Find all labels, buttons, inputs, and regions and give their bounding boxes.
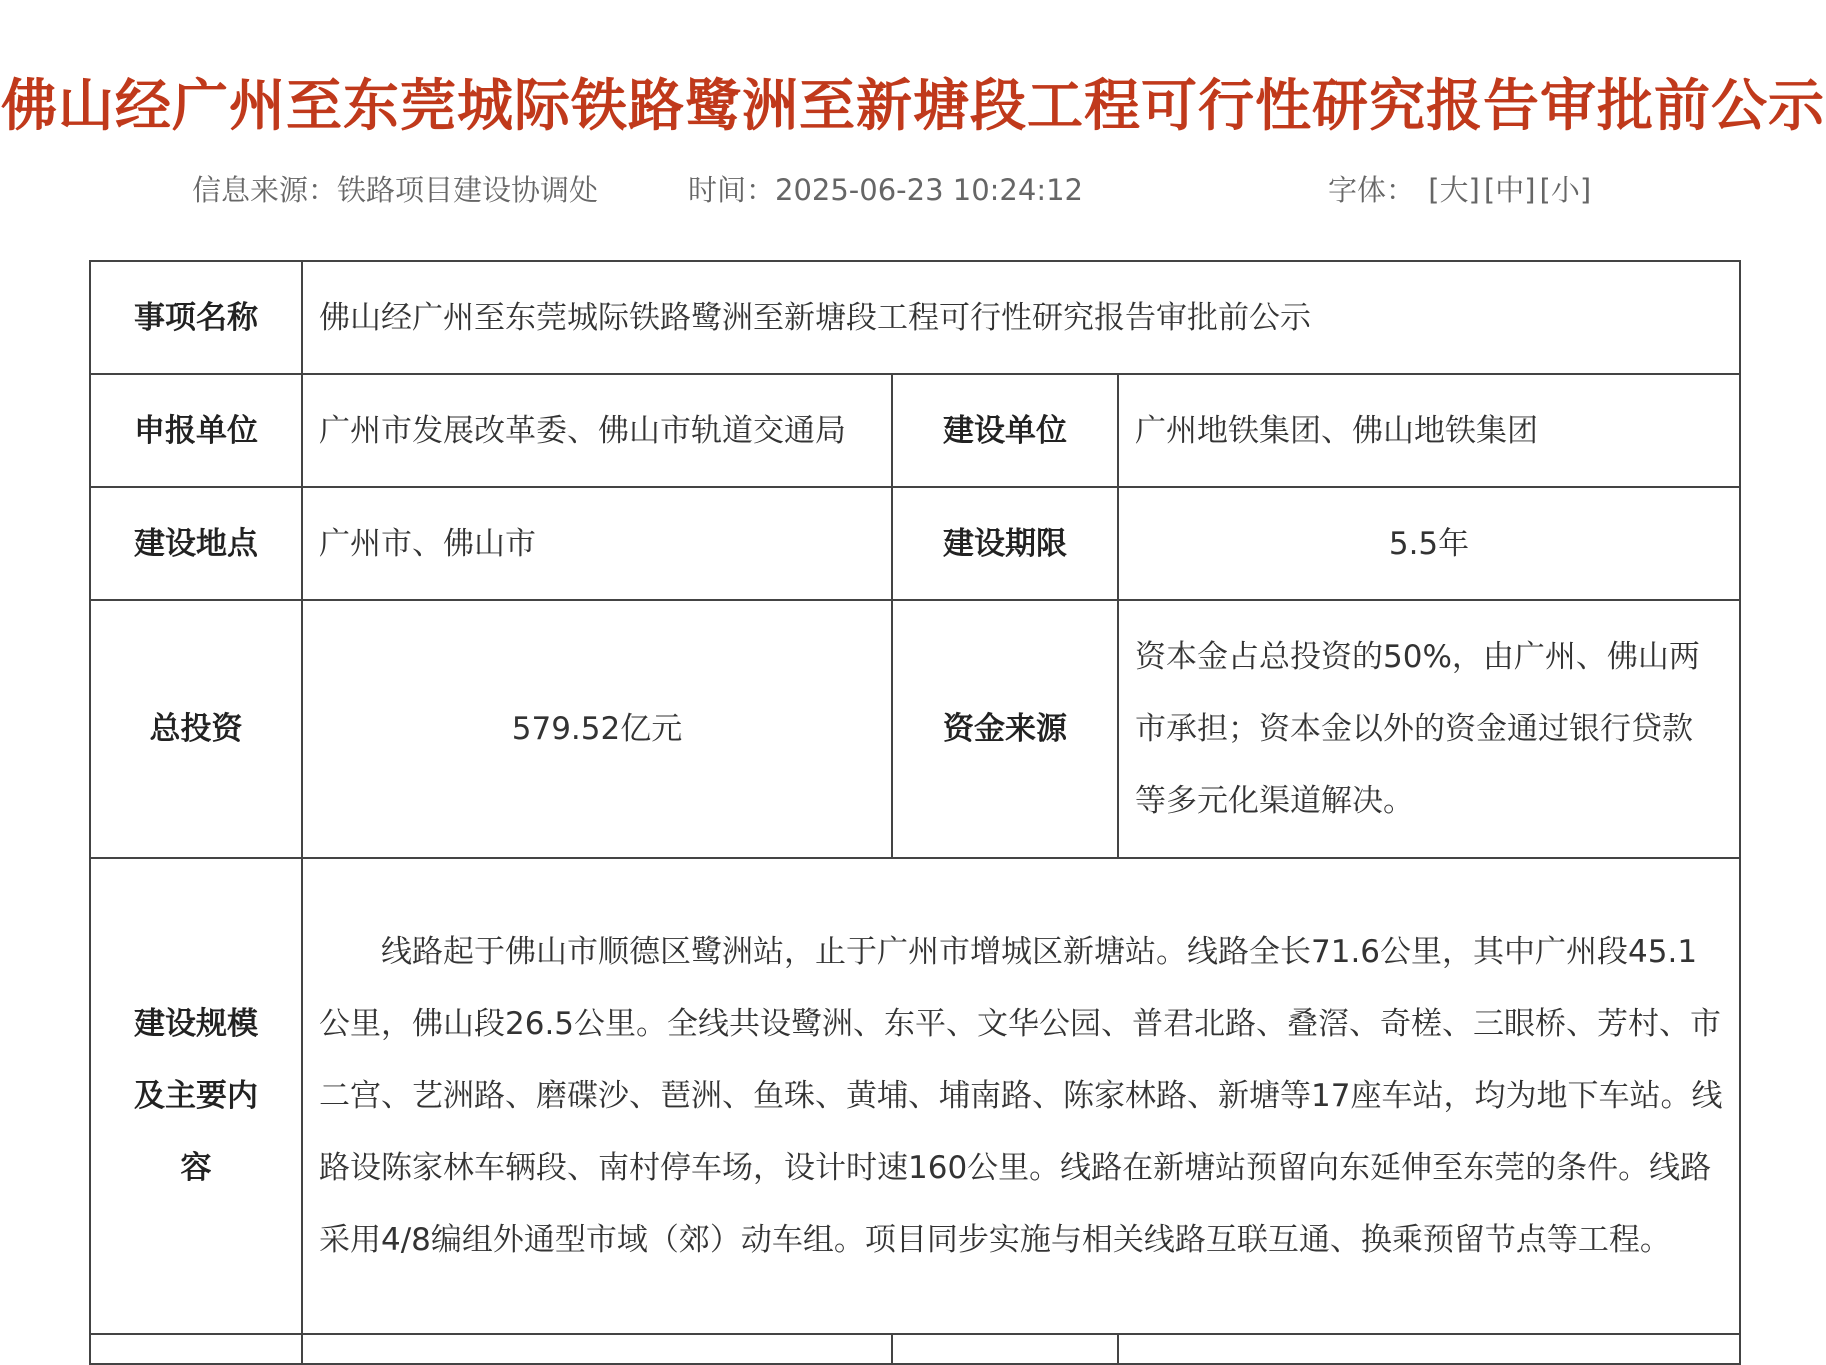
- location-label: 建设地点: [90, 487, 302, 600]
- table-row: [90, 261, 1740, 374]
- partial-cell: [892, 1334, 1118, 1364]
- investment-value: 579.52亿元: [302, 600, 892, 858]
- funding-label: 资金来源: [892, 600, 1118, 858]
- font-size-small-link[interactable]: [小]: [1539, 173, 1592, 207]
- project-info-table: [89, 260, 1741, 1365]
- applicant-value: 广州市发展改革委、佛山市轨道交通局: [302, 374, 892, 487]
- builder-value: 广州地铁集团、佛山地铁集团: [1118, 374, 1740, 487]
- period-label: 建设期限: [892, 487, 1118, 600]
- partial-cell: [90, 1334, 302, 1364]
- funding-value: 资本金占总投资的50%，由广州、佛山两市承担；资本金以外的资金通过银行贷款等多元化渠道解决。: [1118, 600, 1740, 858]
- font-size-medium-link[interactable]: [中]: [1483, 173, 1536, 207]
- item-name-label: 事项名称: [90, 261, 302, 374]
- partial-cell: [302, 1334, 892, 1364]
- applicant-label: 申报单位: [90, 374, 302, 487]
- scale-value: [302, 858, 1740, 1334]
- location-value: 广州市、佛山市: [302, 487, 892, 600]
- scale-label-text: 建设规模及主要内容: [134, 1006, 258, 1186]
- table-row: [90, 487, 1740, 600]
- font-size-label: 字体：: [1328, 173, 1416, 207]
- table-row: [90, 600, 1740, 858]
- table-row: [90, 374, 1740, 487]
- item-name-value: 佛山经广州至东莞城际铁路鹭洲至新塘段工程可行性研究报告审批前公示: [302, 261, 1740, 374]
- scale-paragraph: 线路起于佛山市顺德区鹭洲站，止于广州市增城区新塘站。线路全长71.6公里，其中广州段45.1公里，佛山段26.5公里。全线共设鹭洲、东平、文华公园、普君北路、叠滘、奇槎、三眼桥、芳村、市二宫、艺洲路、磨碟沙、琶洲、鱼珠、黄埔、埔南路、陈家林路、新塘等17座车站，均为地下车站。线路设陈家林车辆段、南村停车场，设计时速160公里。线路在新塘站预留向东延伸至东莞的条件。线路采用4/8编组外通型市域（郊）动车组。项目同步实施与相关线路互联互通、换乘预留节点等工程。: [319, 934, 1723, 1258]
- scale-label: [90, 858, 302, 1334]
- builder-label: 建设单位: [892, 374, 1118, 487]
- info-source: 信息来源：铁路项目建设协调处: [192, 173, 599, 207]
- investment-label: 总投资: [90, 600, 302, 858]
- partial-cell: [1118, 1334, 1740, 1364]
- publish-time: 时间：2025-06-23 10:24:12: [688, 173, 1083, 207]
- article-title: 佛山经广州至东莞城际铁路鹭洲至新塘段工程可行性研究报告审批前公示: [1, 74, 1825, 139]
- table-row: [90, 858, 1740, 1334]
- table-row-partial: [90, 1334, 1740, 1364]
- font-size-switcher: [1328, 168, 1591, 209]
- font-size-large-link[interactable]: [大]: [1428, 173, 1480, 207]
- period-value: 5.5年: [1118, 487, 1740, 600]
